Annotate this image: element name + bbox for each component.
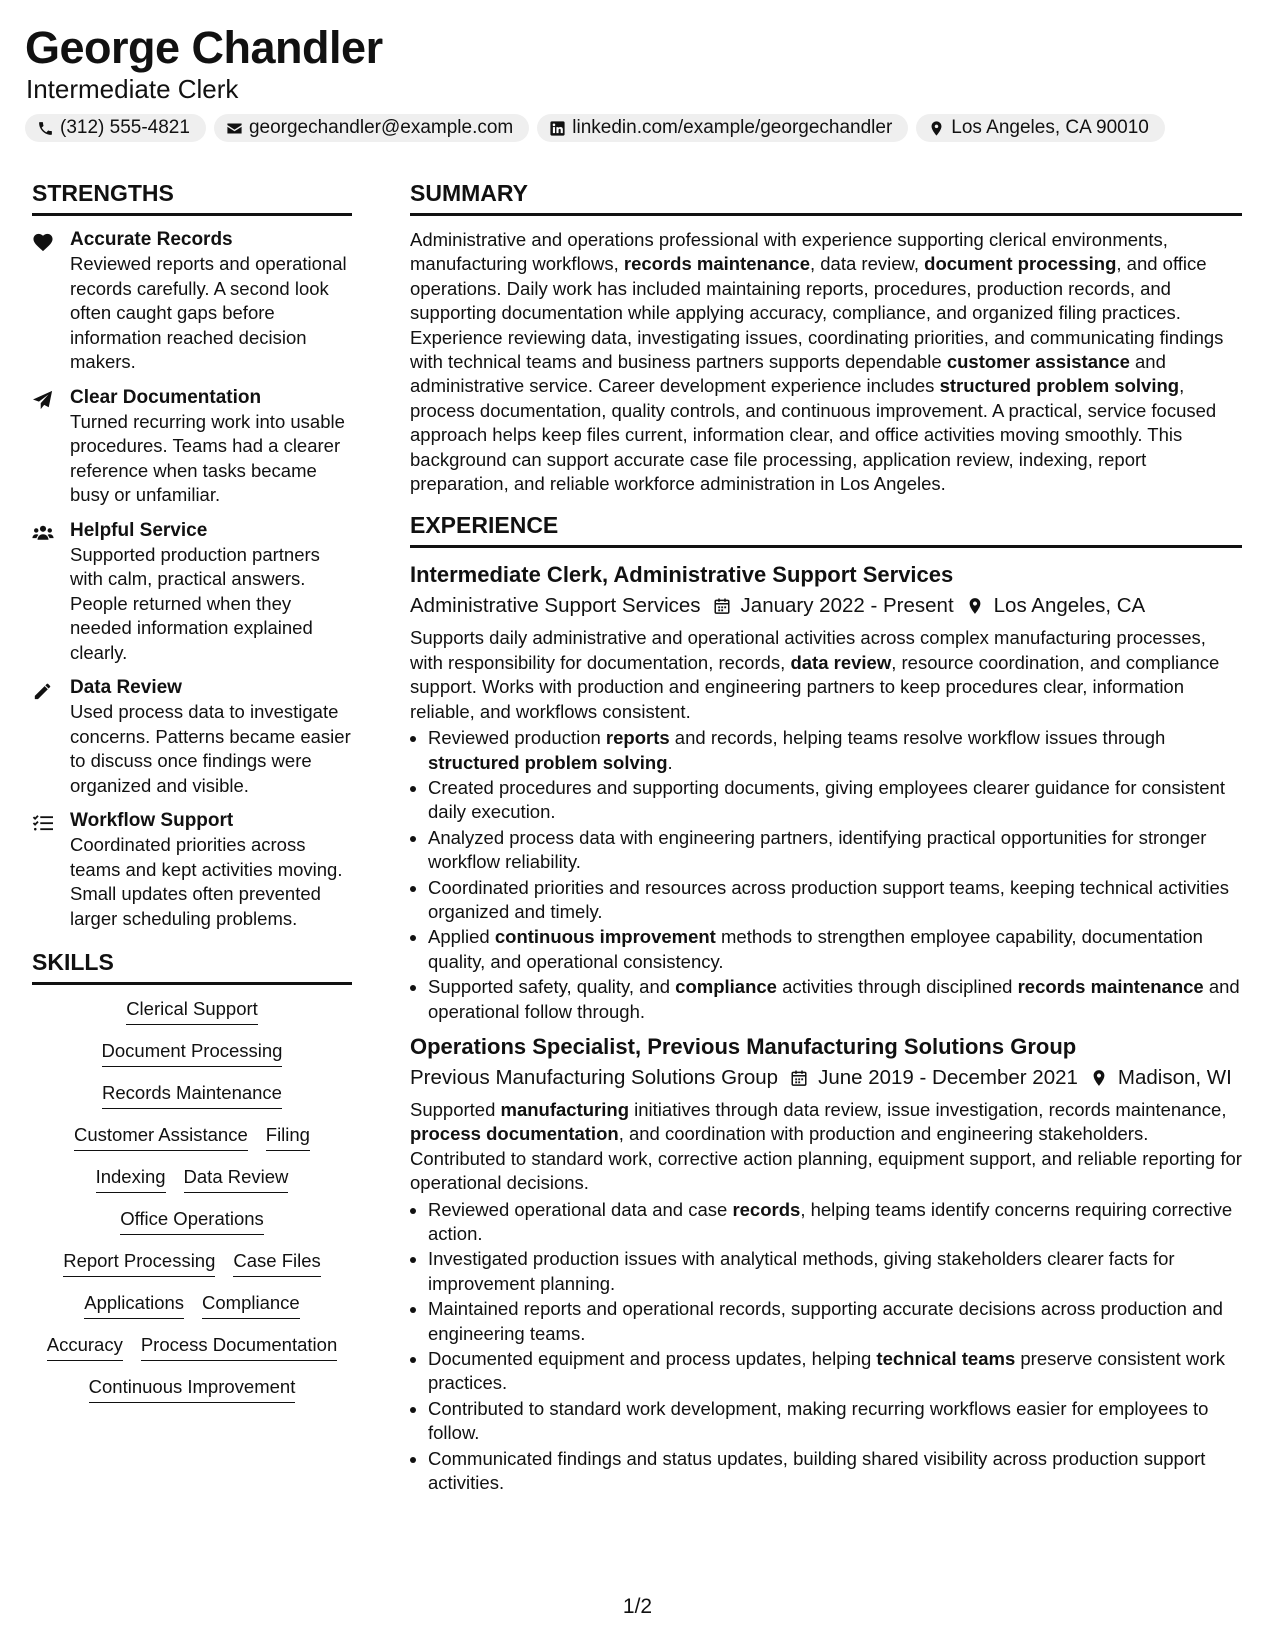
- text-segment: Contributed to standard work development, making recurring workflows easier for employees to follow.: [428, 1397, 1209, 1444]
- emphasis-text: compliance: [675, 976, 777, 998]
- strength-desc: Coordinated priorities across teams and kept activities moving. Small updates often prevented larger scheduling problems.: [70, 834, 343, 929]
- strength-title: Helpful Service: [70, 519, 208, 541]
- skill-tag: Accuracy: [47, 1333, 123, 1361]
- map-pin-icon: [1090, 1069, 1108, 1087]
- skill-row: [32, 1333, 352, 1361]
- skill-row: [32, 1123, 352, 1151]
- skill-tag: Filing: [266, 1123, 310, 1151]
- emphasis-text: continuous improvement: [494, 926, 716, 948]
- left-column: [32, 178, 352, 1417]
- skills-list: [32, 997, 352, 1403]
- contact-location-text: Los Angeles, CA 90010: [951, 117, 1149, 138]
- skill-tag: Applications: [84, 1291, 184, 1319]
- text-segment: , helping teams identify concerns requiring corrective action.: [428, 1198, 1233, 1244]
- summary-heading: SUMMARY: [410, 178, 1242, 216]
- right-column: [410, 178, 1242, 1503]
- text-segment: .: [667, 751, 673, 773]
- skill-row: [32, 1039, 352, 1067]
- text-segment: , and coordination with production and engineering stakeholders. Contributed to standard work, corrective action planning, equipment support, and reliable reporting for operational decisions.: [410, 1123, 1242, 1194]
- text-segment: initiatives through data review, issue investigation, records maintenance,: [629, 1098, 1227, 1120]
- list-item: [428, 1447, 1242, 1496]
- list-item: [428, 876, 1242, 925]
- contact-linkedin[interactable]: [537, 114, 908, 142]
- list-item: [428, 925, 1242, 974]
- list-item: [428, 776, 1242, 825]
- strength-title: Accurate Records: [70, 229, 233, 250]
- job-entry: [410, 1032, 1242, 1496]
- skill-row: [32, 1249, 352, 1277]
- contact-email[interactable]: [214, 114, 529, 142]
- calendar-icon: [790, 1069, 808, 1087]
- job-dates: January 2022 - Present: [740, 594, 954, 618]
- job-entry: [410, 560, 1242, 1024]
- skill-tag: Customer Assistance: [74, 1123, 248, 1151]
- skills-heading: SKILLS: [32, 947, 352, 985]
- skill-tag: Office Operations: [120, 1207, 264, 1235]
- skill-row: [32, 997, 352, 1025]
- map-pin-icon: [966, 597, 984, 615]
- job-dates: June 2019 - December 2021: [818, 1065, 1078, 1089]
- text-segment: Maintained reports and operational records, supporting accurate decisions across production and engineering teams.: [428, 1298, 1223, 1344]
- emphasis-text: structured problem solving: [428, 751, 668, 773]
- emphasis-text: records: [732, 1198, 801, 1220]
- skill-row: [32, 1081, 352, 1109]
- list-item: [428, 1247, 1242, 1296]
- text-segment: activities through disciplined: [776, 976, 1018, 998]
- emphasis-text: records maintenance: [1017, 976, 1204, 998]
- phone-icon: [37, 120, 54, 137]
- text-segment: and administrative service. Career development experience includes: [410, 351, 1166, 397]
- text-segment: Reviewed production: [428, 727, 606, 749]
- candidate-name: George Chandler: [25, 22, 383, 73]
- paper-plane-icon: [32, 390, 54, 410]
- job-description: [410, 626, 1242, 724]
- emphasis-text: records maintenance: [623, 253, 810, 275]
- skill-tag: Data Review: [184, 1165, 289, 1193]
- list-item: [428, 1397, 1242, 1446]
- strength-desc: Used process data to investigate concerns. Patterns became easier to discuss once findings were organized and visible.: [70, 701, 351, 796]
- emphasis-text: customer assistance: [946, 351, 1130, 373]
- job-location: Madison, WI: [1117, 1065, 1232, 1089]
- skill-tag: Records Maintenance: [102, 1081, 282, 1109]
- experience-list: [410, 560, 1242, 1495]
- job-bullets: [410, 1198, 1242, 1496]
- contact-phone[interactable]: [25, 114, 206, 142]
- job-role: Intermediate Clerk, Administrative Support Services: [410, 562, 954, 588]
- skill-tag: Clerical Support: [126, 997, 258, 1025]
- experience-heading: EXPERIENCE: [410, 510, 1242, 548]
- skill-tag: Indexing: [96, 1165, 166, 1193]
- skill-row: [32, 1291, 352, 1319]
- strength-item: [32, 519, 352, 666]
- skill-tag: Continuous Improvement: [89, 1375, 296, 1403]
- text-segment: Created procedures and supporting documents, giving employees clearer guidance for consistent daily execution.: [428, 776, 1225, 823]
- strength-desc: Supported production partners with calm, practical answers. People returned when they needed information explained clearly.: [70, 543, 320, 663]
- strength-desc: Turned recurring work into usable procedures. Teams had a clearer reference when tasks became busy or unfamiliar.: [70, 410, 345, 505]
- job-company: Previous Manufacturing Solutions Group: [410, 1065, 779, 1089]
- text-segment: Coordinated priorities and resources across production support teams, keeping technical activities organized and timely.: [428, 876, 1230, 922]
- skill-row: [32, 1165, 352, 1193]
- text-segment: , resource coordination, and compliance support. Works with production and engineering partners to keep procedures clear, information reliable, and workflows consistent.: [410, 651, 1220, 722]
- skill-tag: Case Files: [233, 1249, 320, 1277]
- text-segment: methods to strengthen employee capability, documentation quality, and operational consistency.: [428, 926, 1203, 972]
- contact-bar: [25, 114, 1165, 142]
- contact-phone-text: (312) 555-4821: [60, 117, 190, 138]
- text-segment: Communicated findings and status updates, building shared visibility across production support activities.: [428, 1447, 1206, 1494]
- text-segment: , process documentation, quality controls, and continuous improvement. A practical, service focused approach helps keep files current, information clear, and office activities moving smoothly. This background can support accurate case file processing, application review, indexing, report preparation, and reliable workforce administration in Los Angeles.: [410, 375, 1217, 495]
- text-segment: , and office operations. Daily work has included maintaining reports, procedures, production records, and supporting documentation while applying accuracy, compliance, and organized filing practices. Experience reviewing data, investigating issues, coordinating priorities, and communicating findings with technical teams and business partners supports dependable: [410, 253, 1224, 373]
- text-segment: Documented equipment and process updates, helping: [428, 1348, 877, 1370]
- text-segment: Analyzed process data with engineering partners, identifying practical opportunities for stronger workflow reliability.: [428, 826, 1207, 873]
- strength-item: [32, 676, 352, 798]
- skill-tag: Process Documentation: [141, 1333, 337, 1361]
- job-company: Administrative Support Services: [410, 594, 701, 618]
- strengths-heading: STRENGTHS: [32, 178, 352, 216]
- text-segment: Supported safety, quality, and: [428, 976, 676, 998]
- list-item: [428, 1198, 1242, 1247]
- emphasis-text: data review: [790, 651, 892, 673]
- strength-item: [32, 809, 352, 931]
- skill-tag: Compliance: [202, 1291, 300, 1319]
- map-pin-icon: [928, 120, 945, 137]
- checklist-icon: [32, 813, 54, 833]
- contact-email-text: georgechandler@example.com: [248, 117, 514, 138]
- emphasis-text: structured problem solving: [939, 375, 1180, 397]
- contact-location[interactable]: [916, 114, 1165, 142]
- job-meta: [410, 590, 1242, 622]
- pencil-icon: [32, 680, 54, 700]
- list-item: [428, 826, 1242, 875]
- strength-title: Clear Documentation: [70, 386, 262, 408]
- contact-linkedin-text: linkedin.com/example/georgechandler: [572, 117, 893, 138]
- emphasis-text: manufacturing: [500, 1098, 629, 1120]
- job-meta: [410, 1062, 1242, 1094]
- skill-tag: Document Processing: [102, 1039, 283, 1067]
- text-segment: Supports daily administrative and operational activities across complex manufacturing processes, with responsibility for documentation, records,: [410, 627, 1206, 673]
- calendar-icon: [713, 597, 731, 615]
- emphasis-text: process documentation: [410, 1123, 619, 1145]
- strength-item: [32, 228, 352, 375]
- list-item: [428, 1347, 1242, 1396]
- summary-text: [410, 228, 1242, 496]
- list-item: [428, 726, 1242, 775]
- text-segment: preserve consistent work practices.: [428, 1348, 1226, 1394]
- skill-row: [32, 1207, 352, 1235]
- strength-desc: Reviewed reports and operational records carefully. A second look often caught gaps before information reached decision makers.: [70, 253, 347, 372]
- text-segment: Supported: [410, 1098, 501, 1120]
- job-location: Los Angeles, CA: [993, 594, 1146, 618]
- text-segment: Administrative and operations professional with experience supporting clerical environments, manufacturing workflows,: [410, 229, 1168, 275]
- strength-item: [32, 386, 352, 508]
- text-segment: Reviewed operational data and case: [428, 1198, 733, 1220]
- skill-tag: Report Processing: [63, 1249, 215, 1277]
- job-description: [410, 1098, 1242, 1196]
- text-segment: Applied: [428, 926, 495, 948]
- emphasis-text: document processing: [924, 253, 1117, 275]
- skill-row: [32, 1375, 352, 1403]
- job-role: Operations Specialist, Previous Manufacturing Solutions Group: [410, 1033, 1077, 1059]
- page-number: 1/2: [622, 1595, 653, 1618]
- strength-title: Data Review: [70, 677, 182, 698]
- text-segment: Investigated production issues with analytical methods, giving stakeholders clearer facts for improvement planning.: [428, 1248, 1175, 1294]
- heart-icon: [32, 232, 54, 252]
- list-item: [428, 975, 1242, 1024]
- strength-title: Workflow Support: [70, 810, 234, 831]
- list-item: [428, 1297, 1242, 1346]
- candidate-title: Intermediate Clerk: [26, 74, 239, 104]
- envelope-icon: [226, 120, 243, 137]
- text-segment: and operational follow through.: [428, 976, 1240, 1022]
- users-icon: [32, 523, 54, 543]
- linkedin-icon: [549, 120, 566, 137]
- text-segment: and records, helping teams resolve workflow issues through: [669, 727, 1166, 749]
- job-bullets: [410, 726, 1242, 1024]
- emphasis-text: technical teams: [876, 1348, 1016, 1370]
- emphasis-text: reports: [605, 727, 670, 749]
- text-segment: , data review,: [809, 253, 925, 275]
